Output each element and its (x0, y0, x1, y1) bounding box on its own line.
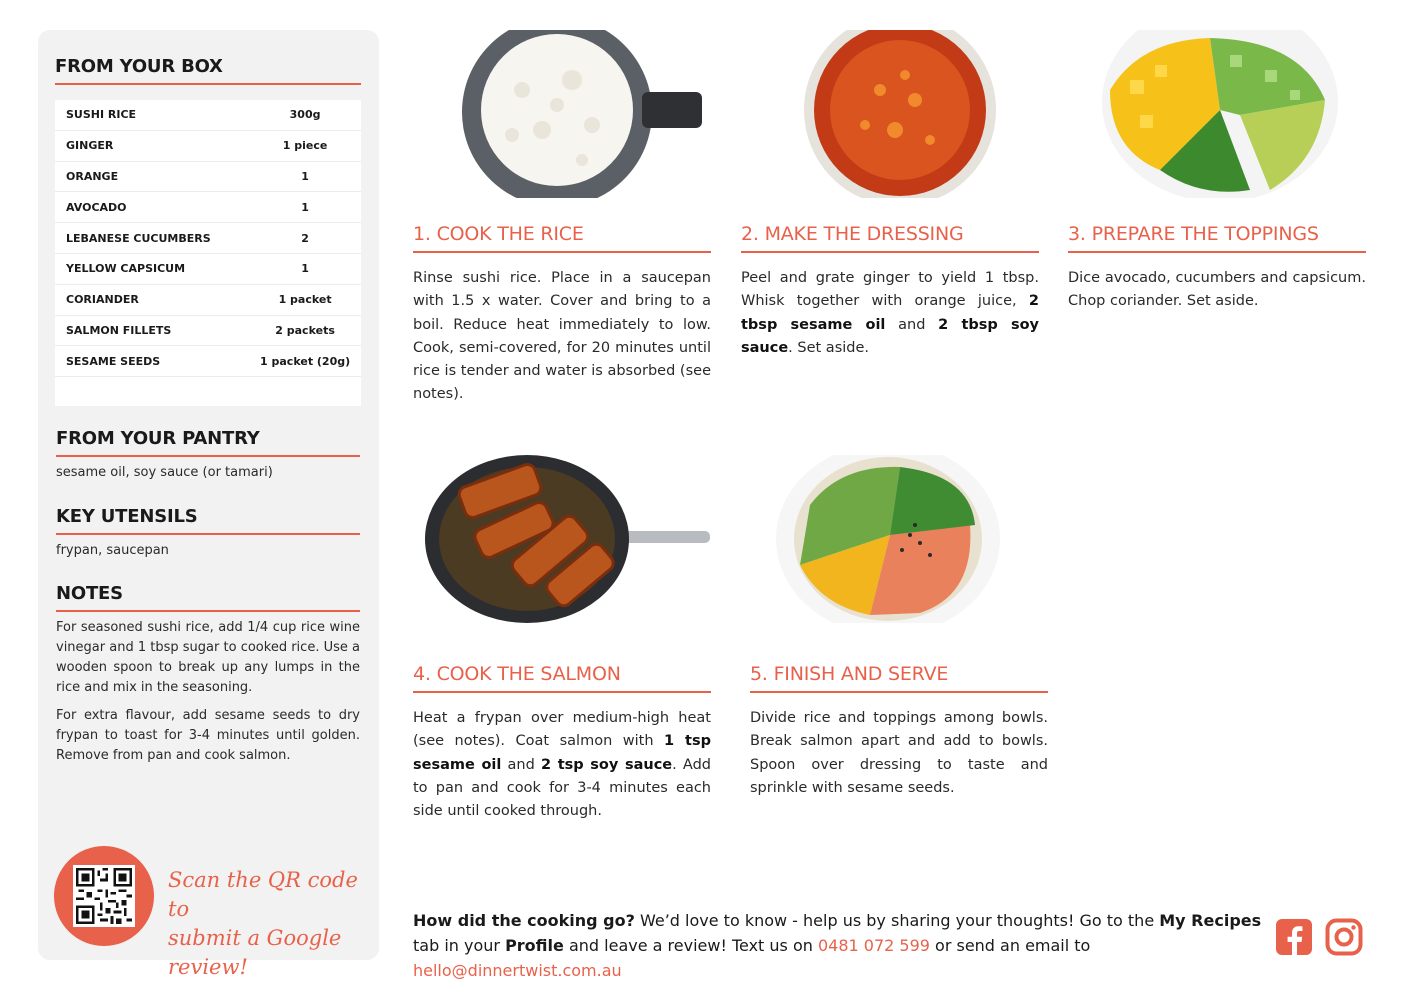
box-item-row (55, 192, 361, 223)
step-4-body (413, 707, 711, 823)
note-1: For seasoned sushi rice, add 1/4 cup rice wine vinegar and 1 tbsp sugar to cooked rice. Use a wooden spoon to break up any lumps in the rice and mix in the seasoning. (56, 620, 360, 695)
text-segment: How did the cooking go? (413, 911, 635, 930)
box-item-qty: 1 (301, 169, 309, 183)
box-item-row (55, 162, 361, 193)
facebook-icon[interactable] (1275, 918, 1313, 956)
text-segment: 1 tsp sesame oil (413, 733, 711, 773)
pantry-title: FROM YOUR PANTRY (56, 428, 360, 457)
from-box-title: FROM YOUR BOX (55, 56, 361, 85)
box-item-qty: 1 (301, 262, 309, 276)
step-5-title: 5. FINISH AND SERVE (750, 663, 1048, 693)
box-item-name: SESAME SEEDS (66, 354, 161, 368)
note-2: For extra flavour, add sesame seeds to dry frypan to toast for 3-4 minutes until golden. Remove from pan and cook salmon. (56, 708, 360, 763)
text-segment: and (885, 316, 939, 333)
step-3-image (1100, 30, 1340, 198)
text-segment: or send an email to (929, 936, 1091, 955)
text-segment: Peel and grate ginger to yield 1 tbsp. Whisk together with orange juice, (741, 270, 1039, 310)
text-segment: . Set aside. (788, 339, 870, 356)
step-3-title: 3. PREPARE THE TOPPINGS (1068, 223, 1366, 253)
text-segment: Divide rice and toppings among bowls. Break salmon apart and add to bowls. Spoon over dressing to taste and sprinkle with sesame seeds. (750, 710, 1048, 796)
text-segment: 2 tsp soy sauce (541, 756, 673, 773)
notes-text (56, 618, 360, 774)
text-segment: 2 tbsp soy sauce (741, 316, 1039, 356)
text-segment: tab in your (413, 936, 506, 955)
qr-caption (168, 866, 368, 982)
qr-caption-line1: Scan the QR code to (168, 868, 358, 921)
box-item-row (55, 223, 361, 254)
utensils-text: frypan, saucepan (56, 543, 169, 558)
qr-caption-line2: submit a Google review! (168, 926, 342, 979)
text-segment: Rinse sushi rice. Place in a saucepan with 1.5 x water. Cover and bring to a boil. Reduce heat immediately to low. Cook, semi-covered, for 20 minutes until rice is tender and water is absorbed (see notes). (413, 270, 711, 403)
text-segment: and leave a review! Text us on (563, 936, 818, 955)
box-item-row (55, 131, 361, 162)
box-item-name: SUSHI RICE (66, 108, 137, 122)
step-5-image (770, 455, 1010, 623)
box-item-qty: 1 packet (20g) (260, 354, 351, 368)
box-item-row (55, 285, 361, 316)
step-2-image (790, 30, 1030, 198)
qr-code-icon[interactable] (73, 865, 135, 927)
step-4-title: 4. COOK THE SALMON (413, 663, 711, 693)
ingredients-sidebar (38, 30, 379, 979)
box-item-name: GINGER (66, 139, 114, 153)
contact-link[interactable]: hello@dinnertwist.com.au (413, 961, 622, 980)
box-item-qty: 2 (301, 231, 309, 245)
step-1-image (462, 30, 702, 198)
text-segment: We’d love to know - help us by sharing your thoughts! Go to the (634, 911, 1160, 930)
text-segment: . Add to pan and cook for 3-4 minutes each side until cooked through. (413, 756, 712, 820)
box-item-qty: 2 packets (275, 323, 335, 337)
box-item-name: AVOCADO (66, 200, 127, 214)
text-segment: 2 tbsp sesame oil (741, 293, 1039, 333)
step-4-image (425, 455, 710, 623)
text-segment: Heat a frypan over medium-high heat (see notes). Coat salmon with (413, 710, 711, 750)
step-1-title: 1. COOK THE RICE (413, 223, 711, 253)
instagram-icon[interactable] (1325, 918, 1363, 956)
box-items-table (55, 100, 361, 406)
box-item-qty: 1 packet (278, 293, 332, 307)
box-item-name: SALMON FILLETS (66, 323, 172, 337)
box-item-qty: 1 (301, 200, 309, 214)
box-item-row (55, 100, 361, 131)
text-segment: My Recipes (1159, 911, 1262, 930)
box-item-row (55, 316, 361, 347)
pantry-text: sesame oil, soy sauce (or tamari) (56, 465, 273, 480)
review-footer (413, 908, 1263, 983)
box-item-row (55, 254, 361, 285)
box-item-name: YELLOW CAPSICUM (66, 262, 186, 276)
step-3-body (1068, 267, 1366, 314)
box-item-row (55, 346, 361, 377)
qr-badge[interactable] (54, 846, 154, 946)
step-2-body (741, 267, 1039, 360)
step-5-body (750, 707, 1048, 800)
box-item-qty: 300g (289, 108, 321, 122)
notes-title: NOTES (56, 583, 360, 612)
step-2-title: 2. MAKE THE DRESSING (741, 223, 1039, 253)
text-segment: Profile (505, 936, 564, 955)
box-item-name: CORIANDER (66, 293, 139, 307)
box-item-name: LEBANESE CUCUMBERS (66, 231, 211, 245)
box-item-qty: 1 piece (282, 139, 328, 153)
text-segment: and (501, 756, 542, 773)
utensils-title: KEY UTENSILS (56, 506, 360, 535)
box-item-name: ORANGE (66, 169, 119, 183)
text-segment: Dice avocado, cucumbers and capsicum. Chop coriander. Set aside. (1068, 270, 1366, 310)
step-1-body (413, 267, 711, 407)
contact-link[interactable]: 0481 072 599 (817, 936, 930, 955)
